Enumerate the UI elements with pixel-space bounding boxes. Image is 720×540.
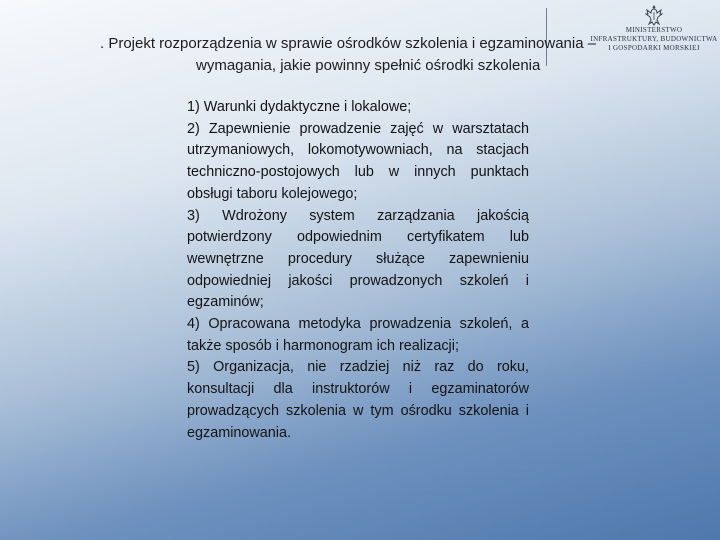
logo-text-line1: MINISTERSTWO <box>625 26 683 34</box>
logo-text-line3: I GOSPODARKI MORSKIEJ <box>608 44 700 52</box>
requirement-item: 2) Zapewnienie prowadzenie zajęć w warsztatach utrzymaniowych, lokomotywowniach, na stacjach techniczno-postojowych lub w innych punktach obsługi taboru kolejowego; <box>187 120 529 202</box>
requirements-list <box>187 97 529 444</box>
requirement-item: 3) Wdrożony system zarządzania jakością potwierdzony odpowiednim certyfikatem lub wewnętrzne procedury służące zapewnieniu odpowiedniej jakości prowadzonych szkoleń i egzaminów; <box>187 207 529 311</box>
slide-title <box>100 33 640 77</box>
slide-title-line2: wymagania, jakie powinny spełnić ośrodki szkolenia <box>196 57 541 74</box>
logo-text-line2: INFRASTRUKTURY, BUDOWNICTWA <box>590 35 718 43</box>
slide-title-line1: . Projekt rozporządzenia w sprawie ośrodków szkolenia i egzaminowania – <box>100 35 597 52</box>
requirement-item: 5) Organizacja, nie rzadziej niż raz do roku, konsultacji dla instruktorów i egzaminatorów prowadzących szkolenia w tym ośrodku szkolenia i egzaminowania. <box>187 359 529 441</box>
requirement-item: 1) Warunki dydaktyczne i lokalowe; <box>187 99 412 115</box>
eagle-emblem-icon <box>645 4 663 26</box>
requirement-item: 4) Opracowana metodyka prowadzenia szkoleń, a także sposób i harmonogram ich realizacji; <box>187 316 529 354</box>
